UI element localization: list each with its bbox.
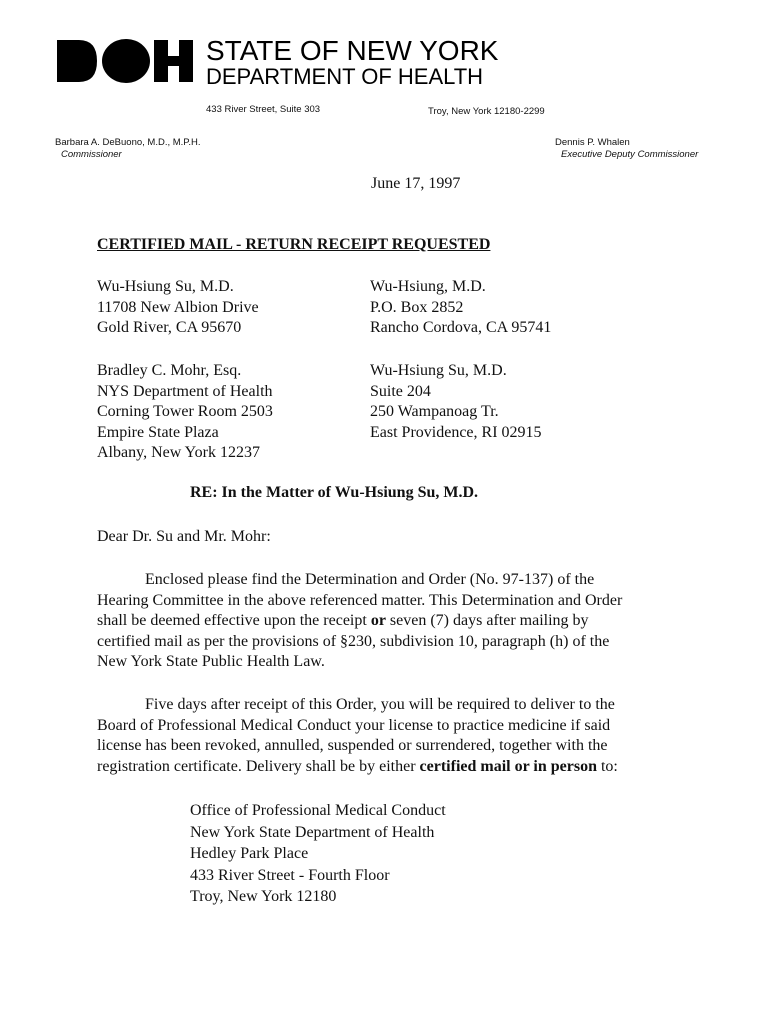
addressee-line: Albany, New York 12237	[97, 444, 260, 461]
bold-run: certified mail or in person	[419, 757, 597, 775]
addressee-line: Empire State Plaza	[97, 423, 219, 441]
addressee-line: Gold River, CA 95670	[97, 319, 242, 336]
addressee-line: Rancho Cordova, CA 95741	[370, 319, 552, 336]
text-run: seven (7) days after mailing by	[385, 612, 589, 629]
paragraph-determination	[97, 570, 687, 673]
paragraph-line: license has been revoked, annulled, suspended or surrendered, together with the	[97, 737, 608, 754]
text-run: registration certificate. Delivery shall be by either	[97, 757, 420, 775]
paragraph-delivery	[97, 695, 687, 777]
paragraph-line	[97, 757, 687, 778]
paragraph-line: certified mail as per the provisions of §230, subdivision 10, paragraph (h) of the	[97, 632, 610, 650]
addressee-line: 11708 New Albion Drive	[97, 298, 259, 316]
paragraph-line: Five days after receipt of this Order, you will be required to deliver to the	[145, 696, 615, 713]
delivery-address-line: Troy, New York 12180	[190, 888, 337, 905]
addressee-1	[97, 277, 259, 339]
delivery-address-line: 433 River Street - Fourth Floor	[190, 866, 390, 884]
delivery-address-line: New York State Department of Health	[190, 823, 435, 841]
paragraph-line	[97, 611, 687, 632]
letter-date: June 17, 1997	[371, 175, 461, 192]
addressee-line: Wu-Hsiung Su, M.D.	[97, 278, 234, 295]
re-line: RE: In the Matter of Wu-Hsiung Su, M.D.	[190, 484, 479, 501]
paragraph-line: Enclosed please find the Determination and Order (No. 97-137) of the	[145, 571, 595, 588]
doh-logo	[55, 36, 195, 86]
addressee-3	[97, 361, 273, 464]
salutation: Dear Dr. Su and Mr. Mohr:	[97, 528, 271, 545]
delivery-address	[190, 800, 446, 908]
addressee-line: Bradley C. Mohr, Esq.	[97, 362, 242, 379]
addressee-4	[370, 361, 542, 443]
deputy-commissioner-name: Dennis P. Whalen	[555, 137, 630, 148]
addressee-line: NYS Department of Health	[97, 382, 273, 400]
commissioner-block	[55, 137, 201, 161]
commissioner-name: Barbara A. DeBuono, M.D., M.P.H.	[55, 137, 201, 148]
addressee-line: Wu-Hsiung, M.D.	[370, 278, 486, 295]
addressee-line: Suite 204	[370, 382, 431, 400]
letterhead-street: 433 River Street, Suite 303	[206, 104, 321, 115]
addressee-line: Corning Tower Room 2503	[97, 403, 273, 420]
addressee-line: East Providence, RI 02915	[370, 423, 542, 441]
addressee-line: 250 Wampanoag Tr.	[370, 403, 499, 420]
deputy-commissioner-block	[555, 137, 698, 161]
letterhead-city: Troy, New York 12180-2299	[428, 106, 545, 117]
letterhead-department: DEPARTMENT OF HEALTH	[206, 64, 484, 89]
paragraph-line: Board of Professional Medical Conduct your license to practice medicine if said	[97, 716, 611, 734]
text-run: shall be deemed effective upon the receipt	[97, 612, 371, 629]
paragraph-line: New York State Public Health Law.	[97, 653, 325, 670]
commissioner-role: Commissioner	[61, 149, 122, 160]
letterhead-title: STATE OF NEW YORK	[206, 35, 499, 66]
delivery-address-line: Hedley Park Place	[190, 845, 309, 862]
certified-mail-notice: CERTIFIED MAIL - RETURN RECEIPT REQUESTED	[97, 236, 491, 253]
bold-run: or	[370, 612, 386, 629]
deputy-commissioner-role: Executive Deputy Commissioner	[561, 149, 699, 160]
text-run: to:	[596, 757, 618, 775]
paragraph-line: Hearing Committee in the above referenced matter. This Determination and Order	[97, 591, 623, 609]
delivery-address-line: Office of Professional Medical Conduct	[190, 802, 446, 819]
addressee-line: P.O. Box 2852	[370, 298, 464, 316]
addressee-2	[370, 277, 551, 339]
addressee-line: Wu-Hsiung Su, M.D.	[370, 362, 507, 379]
